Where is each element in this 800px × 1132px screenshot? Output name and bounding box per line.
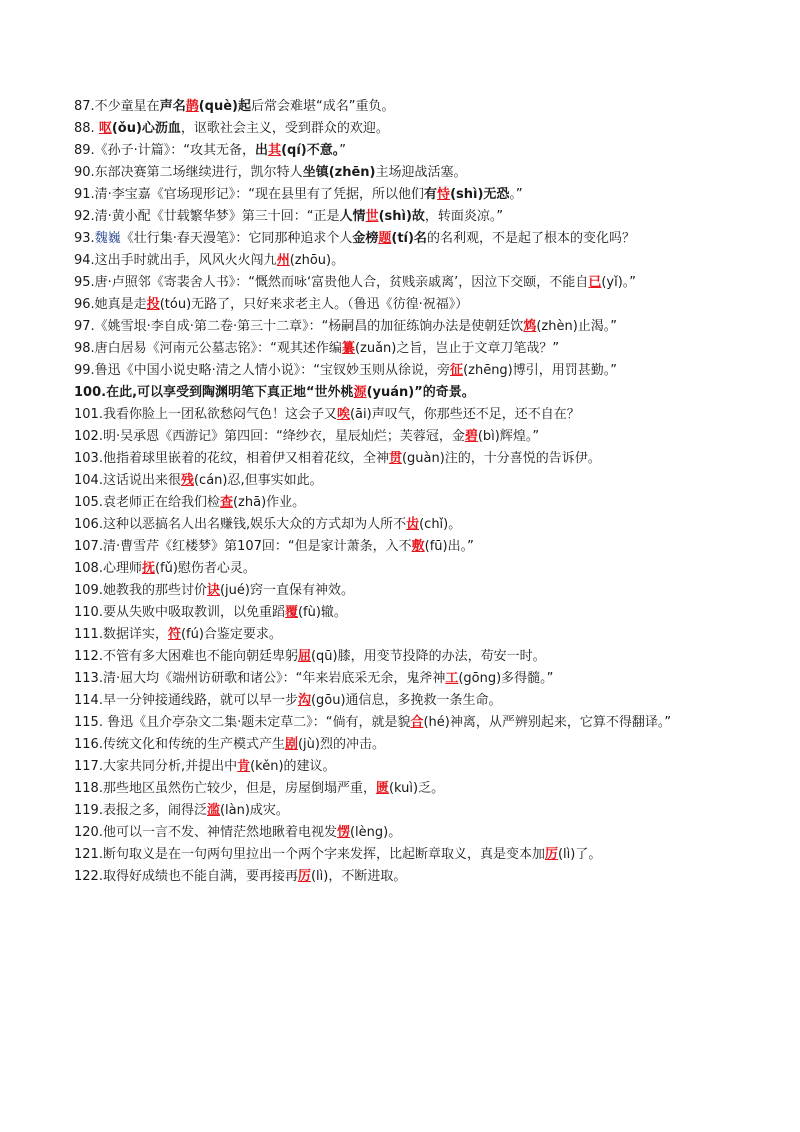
line-text: 110.要从失败中吸取教训，以免重蹈 [74,605,285,620]
line-text: (làn)成灾。 [219,803,289,818]
line-text: 101.我看你脸上一团私欲愁闷气色！这会子又 [74,407,337,422]
line-text: 120.他可以一言不发、神情茫然地瞅着电视发 [74,825,337,840]
line-text: (gōu)通信息，多挽救一条生命。 [310,693,502,708]
highlighted-character: 恃 [437,187,451,202]
line-text: (yuán)”的奇景。 [366,385,475,400]
line-text: 116.传统文化和传统的生产模式产生 [74,737,285,752]
line-text: 的名利观，不是起了根本的变化吗？ [426,231,635,246]
emphasized-text: 人情 [339,209,366,224]
highlighted-character: 沟 [297,693,311,708]
list-item [74,668,734,690]
line-text: 87.不少童星在 [74,99,160,114]
highlighted-character: 符 [167,627,181,642]
highlighted-character: 呕 [98,121,112,136]
highlighted-character: 源 [353,385,367,400]
line-text: (zhēng)博引，用罚甚勤。” [463,363,617,378]
line-text: 111.数据详实， [74,627,168,642]
highlighted-character: 鹊 [185,99,199,114]
line-text: (zhā)作业。 [232,495,306,510]
line-text: (guàn)注的，十分喜悦的告诉伊。 [401,451,601,466]
emphasized-text: (què)起 [198,99,251,114]
line-text: (qū)膝，用变节投降的办法，苟安一时。 [310,649,546,664]
line-text: 88. [74,121,99,136]
idiom-list [74,96,734,888]
emphasized-text: (qí)不意。 [281,143,340,158]
emphasized-text: 有 [424,187,438,202]
highlighted-character: 肯 [237,759,251,774]
emphasized-text: (tí)名 [391,231,427,246]
emphasized-text: (shì)故 [378,209,425,224]
highlighted-character: 工 [445,671,459,686]
line-text: (āi)声叹气，你那些还不足，还不自在？ [349,407,580,422]
line-text: 89.《孙子·计篇》：“攻其无备， [74,143,256,158]
list-item [74,602,734,624]
list-item [74,800,734,822]
author-name: 魏巍 [94,231,121,246]
list-item [74,624,734,646]
line-text: 113.清·屈大均《端州访研歌和诸公》：“年来岩底采无余，鬼斧神 [74,671,446,686]
highlighted-character: 厉 [544,847,558,862]
line-text: 。” [509,187,523,202]
list-item [74,360,734,382]
list-item [74,756,734,778]
line-text: 100.在此,可以享受到陶渊明笔下真正地“世外桃 [74,385,354,400]
emphasized-text: 出 [255,143,269,158]
line-text: (hé)神离，从严辨别起来，它算不得翻译。” [423,715,672,730]
line-text: (chǐ)。 [419,517,462,532]
highlighted-character: 贯 [388,451,402,466]
list-item [74,404,734,426]
line-text: 118.那些地区虽然伤亡较少，但是，房屋倒塌严重， [74,781,376,796]
line-text: 90.东部决赛第二场继续进行，凯尔特人 [74,165,303,180]
highlighted-character: 州 [276,253,290,268]
highlighted-character: 唉 [336,407,350,422]
highlighted-character: 世 [365,209,379,224]
highlighted-character: 滥 [206,803,220,818]
list-item [74,492,734,514]
list-item [74,118,734,140]
emphasized-text: (shì)无恐 [450,187,510,202]
line-text: ，转面炎凉。” [424,209,504,224]
list-item [74,250,734,272]
line-text: 98.唐白居易《河南元公墓志铭》：“观其述作编 [74,341,342,356]
line-text: 97.《姚雪垠·李自成·第二卷·第三十二章》：“杨嗣昌的加征练饷办法是使朝廷饮 [74,319,524,334]
line-text: 122.取得好成绩也不能自满，要再接再 [74,869,298,884]
line-text: 104.这话说出来很 [74,473,181,488]
highlighted-character: 查 [219,495,233,510]
line-text: 后常会难堪“成名”重负。 [250,99,395,114]
line-text: 119.表报之多，闹得泛 [74,803,207,818]
emphasized-text: 坐 [302,165,316,180]
line-text: (gōng)多得髓。” [458,671,554,686]
highlighted-character: 征 [450,363,464,378]
line-text: (lèng)。 [349,825,402,840]
highlighted-character: 其 [268,143,282,158]
line-text: 《壮行集·春天漫笔》：它同那种追求个人 [120,231,353,246]
list-item [74,514,734,536]
highlighted-character: 题 [378,231,392,246]
line-text: 92.清·黄小配《廿载繁华梦》第三十回：“正是 [74,209,340,224]
line-text: 106.这种以恶搞名人出名赚钱,娱乐大众的方式却为人所不 [74,517,407,532]
line-text: 94.这出手时就出手，风风火火闯九 [74,253,277,268]
list-item [74,734,734,756]
list-item [74,338,734,360]
line-text: (lì)了。 [557,847,602,862]
line-text: (zhōu)。 [289,253,345,268]
list-item [74,470,734,492]
highlighted-character: 已 [588,275,602,290]
list-item [74,272,734,294]
highlighted-character: 抚 [141,561,155,576]
highlighted-character: 愣 [336,825,350,840]
highlighted-character: 合 [410,715,424,730]
highlighted-character: 敷 [411,539,425,554]
highlighted-character: 匮 [375,781,389,796]
line-text: 114.早一分钟接通线路，就可以早一步 [74,693,298,708]
line-text: 109.她教我的那些讨价 [74,583,207,598]
list-item [74,294,734,316]
line-text: 117.大家共同分析,并提出中 [74,759,238,774]
list-item [74,162,734,184]
highlighted-character: 厉 [297,869,311,884]
list-item [74,866,734,888]
emphasized-text: (ǒu)心沥血 [111,121,181,136]
highlighted-character: 屈 [297,649,311,664]
highlighted-character: 投 [146,297,160,312]
emphasized-text: 镇(zhēn) [315,165,376,180]
highlighted-character: 鸩 [523,319,537,334]
line-text: (lì)，不断进取。 [310,869,407,884]
highlighted-character: 碧 [464,429,478,444]
line-text: 103.他指着球里嵌着的花纹，相着伊又相着花纹，全神 [74,451,389,466]
line-text: (fú)合鉴定要求。 [180,627,282,642]
line-text: 93. [74,231,95,246]
line-text: (kuì)乏。 [388,781,445,796]
list-item [74,184,734,206]
line-text: 105.袁老师正在给我们检 [74,495,220,510]
line-text: (yǐ)。” [601,275,637,290]
list-item [74,316,734,338]
list-item [74,822,734,844]
list-item [74,646,734,668]
line-text: (zhèn)止渴。” [536,319,618,334]
line-text: 108.心理师 [74,561,142,576]
list-item [74,712,734,734]
line-text: 96.她真是走 [74,297,147,312]
line-text: 112.不管有多大困难也不能向朝廷卑躬 [74,649,298,664]
line-text: 107.清·曹雪芹《红楼梦》第107回：“但是家计萧条，入不 [74,539,412,554]
emphasized-text: 金榜 [352,231,379,246]
list-item [74,206,734,228]
highlighted-character: 诀 [206,583,220,598]
line-text: 主场迎战活塞。 [375,165,467,180]
line-text: 102.明·吴承恩《西游记》第四回：“绛纱衣，星辰灿烂；芙蓉冠，金 [74,429,465,444]
list-item [74,96,734,118]
line-text: (zuǎn)之旨，岂止于文章刀笔哉？” [354,341,560,356]
emphasized-text: 声名 [159,99,186,114]
line-text: ” [339,143,346,158]
line-text: (fǔ)慰伤者心灵。 [154,561,256,576]
list-item [74,448,734,470]
line-text: 121.断句取义是在一句两句里拉出一个两个字来发挥，比起断章取义，真是变本加 [74,847,545,862]
line-text: (cán)忍,但事实如此。 [193,473,323,488]
list-item [74,558,734,580]
list-item [74,778,734,800]
line-text: (fū)出。” [424,539,474,554]
line-text: (fù)辙。 [297,605,347,620]
highlighted-character: 覆 [284,605,298,620]
list-item [74,426,734,448]
list-item [74,536,734,558]
line-text: (kěn)的建议。 [250,759,336,774]
line-text: (jué)窍一直保有神效。 [219,583,354,598]
highlighted-character: 剧 [284,737,298,752]
line-text: (tóu)无路了，只好来求老主人。（鲁迅《彷徨·祝福》） [159,297,469,312]
list-item [74,140,734,162]
list-item [74,690,734,712]
list-item [74,382,734,404]
line-text: 95.唐·卢照邻《寄裴舍人书》：“慨然而咏‘富贵他人合，贫贱亲戚离’，因泣下交颐，不能自 [74,275,589,290]
line-text: (bì)辉煌。” [477,429,540,444]
list-item [74,844,734,866]
line-text: 99.鲁迅《中国小说史略·清之人情小说》：“宝钗妙玉则从徐说，旁 [74,363,451,378]
highlighted-character: 齿 [406,517,420,532]
highlighted-character: 残 [180,473,194,488]
line-text: 91.清·李宝嘉《官场现形记》：“现在县里有了凭据，所以他们 [74,187,425,202]
list-item [74,228,734,250]
line-text: ，讴歌社会主义，受到群众的欢迎。 [180,121,389,136]
line-text: (jù)烈的冲击。 [297,737,385,752]
list-item [74,580,734,602]
highlighted-character: 纂 [341,341,355,356]
line-text: 115. 鲁迅《且介亭杂文二集·题未定草二》：“倘有，就是貌 [74,715,411,730]
